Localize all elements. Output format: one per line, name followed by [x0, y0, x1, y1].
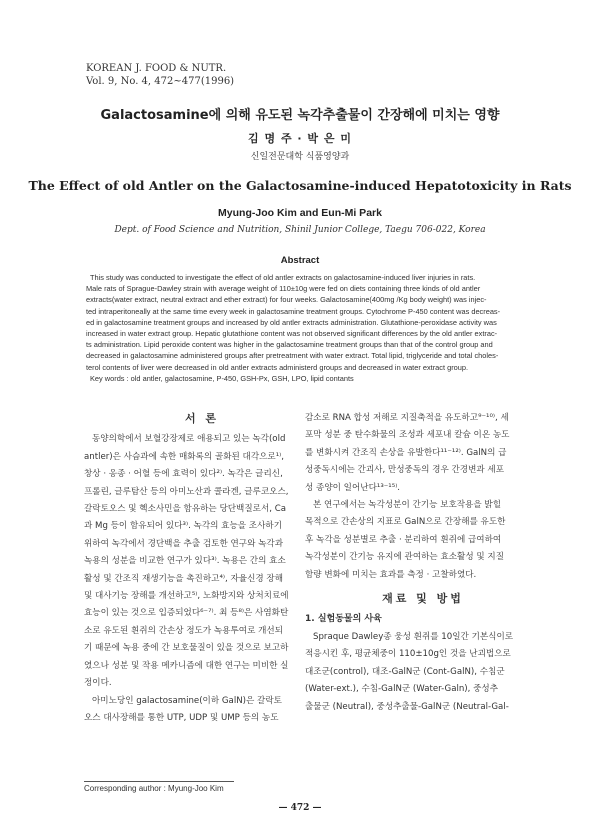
body-line: 후 녹각을 성분별로 추출 · 분리하여 흰쥐에 급여하여: [305, 534, 502, 545]
body-line: 녹용의 성분을 비교한 연구가 있다³⁾. 녹용은 간의 효소: [84, 556, 286, 567]
abstract-line: increased in water extract group. Hepatic glutathione content was not observed significant differences by the old antler extrac-: [86, 329, 498, 339]
body-line: 창상 · 옹종 · 어혈 등에 효력이 있다²⁾. 녹각은 글리신,: [84, 469, 283, 480]
body-line: 출물군 (Neutral), 중성추출물-GalN군 (Neutral-Gal-: [305, 701, 509, 712]
abstract-line: terol contents of liver were decreased in old antler extracts administerd groups and decreased in water extract group.: [86, 362, 469, 372]
body-line: 포막 성분 중 탄수화물의 조성과 세포내 칼슘 이온 농도: [305, 430, 510, 441]
body-line: antler)은 사슴과에 속한 매화록의 골화된 대각으로¹⁾,: [84, 451, 285, 462]
corresponding-author-footnote: Corresponding author : Myung-Joo Kim: [84, 784, 224, 793]
english-affiliation: Dept. of Food Science and Nutrition, Shinil Junior College, Taegu 706-022, Korea: [114, 225, 486, 235]
body-line: 소로 유도된 흰쥐의 간손상 정도가 녹용투여로 개선되: [84, 625, 284, 636]
english-title: The Effect of old Antler on the Galactosamine-induced Hepatotoxicity in Rats: [28, 178, 572, 193]
journal-volume: Vol. 9, No. 4, 472~477(1996): [86, 76, 235, 87]
journal-citation: [86, 62, 234, 88]
body-line: 본 연구에서는 녹각성분이 간기능 보호작용을 밝힐: [313, 500, 501, 511]
body-line: 위하여 녹각에서 경단백을 추출 검토한 연구와 녹각과: [84, 538, 284, 549]
abstract-line: This study was conducted to investigate the effect of old antler extracts on galactosamine-induced liver injuries in rats.: [90, 273, 476, 282]
body-line: 정이다.: [84, 678, 112, 689]
body-line: 였으나 성분 및 작용 메카니즘에 대한 연구는 미비한 실: [84, 660, 289, 671]
korean-authors: 김 명 주 · 박 은 미: [248, 132, 352, 145]
body-line: 목적으로 간손상의 지표로 GalN으로 간장해를 유도한: [305, 517, 506, 528]
abstract-line: ed in galactosamine treatment groups and increased by old antler extracts administration. Glutathione-peroxidase activity was: [86, 317, 497, 327]
left-column: [84, 410, 320, 727]
right-column: [305, 410, 541, 716]
journal-name: KOREAN J. FOOD & NUTR.: [86, 63, 227, 74]
body-line: 기 때문에 녹용 중에 간 보호물질이 있을 것으로 보고하: [84, 643, 289, 654]
body-line: 를 변화시켜 간조직 손상을 유발한다¹¹⁻¹²⁾. GalN의 급: [305, 447, 507, 458]
abstract-line: extracts(water extract, neutral extract and ether extract) for four weeks. Galactosamine(400mg /Kg body weight) was injec-: [86, 295, 487, 305]
section-heading-methods: 재료 및 방법: [382, 592, 464, 606]
abstract-line: decreased in galactosamine administered groups after pretreatment with water extract. Total lipid, triglyceride and total choles-: [86, 351, 499, 361]
abstract-heading: Abstract: [280, 255, 320, 266]
body-line: 오스 대사장해를 통한 UTP, UDP 및 UMP 등의 농도: [84, 712, 279, 723]
body-line: 녹각성분이 간기능 유지에 관여하는 효소활성 및 지질: [305, 552, 505, 563]
body-line: 적응시킨 후, 평균체중이 110±10g인 것을 난괴법으로: [305, 649, 511, 660]
body-line: 활성 및 간조직 재생기능을 촉진하고⁴⁾, 자율신경 장해: [84, 573, 284, 584]
body-line: 함량 변화에 미치는 효과를 측정 · 고찰하였다.: [305, 569, 477, 580]
abstract-body: [86, 272, 528, 384]
body-line: 및 대사기능 장해를 개선하고⁵⁾, 노화방지와 상처치료에: [84, 591, 289, 602]
body-line: 아미노당인 galactosamine(이하 GalN)은 갈락토: [92, 695, 282, 706]
korean-affiliation: 신일전문대학 식품영양과: [250, 152, 350, 162]
body-line: Spraque Dawley종 웅성 흰쥐를 10일간 기본식이로: [313, 631, 514, 642]
abstract-line: Male rats of Sprague-Dawley strain with average weight of 110±10g were fed on diets containing three kinds of old antler: [86, 284, 481, 294]
keywords: Key words : old antler, galactosamine, P-450, GSH-Px, GSH, LPO, lipid contants: [90, 373, 354, 383]
page-number: — 472 —: [278, 803, 322, 813]
body-line: 성중독시에는 간괴사, 만성중독의 경우 간경변과 세포: [305, 465, 505, 476]
body-line: 과 Mg 등이 함유되어 있다³⁾. 녹각의 효능을 조사하기: [84, 521, 283, 532]
body-line: 대조군(control), 대조-GalN군 (Cont-GalN), 수침군: [305, 666, 505, 677]
footnote-rule: [84, 781, 234, 782]
english-authors: Myung-Joo Kim and Eun-Mi Park: [218, 207, 382, 219]
body-line: 감소로 RNA 합성 저해로 지질축적을 유도하고⁹⁻¹⁰⁾, 세: [305, 413, 509, 423]
body-line: 성 종양이 일어난다¹³⁻¹⁵⁾.: [305, 482, 401, 493]
subsection-heading: 1. 실험동물의 사육: [305, 614, 382, 625]
korean-title: Galactosamine에 의해 유도된 녹각추출물이 간장해에 미치는 영향: [100, 108, 500, 123]
body-line: 동양의학에서 보혈강장제로 애용되고 있는 녹각(old: [92, 434, 286, 445]
abstract-line: ts administration. Lipid peroxide content was higher in the galactosamine treatment groups than that of the control group and: [86, 340, 493, 350]
body-line: (Water-ext.), 수침-GalN군 (Water-Galn), 중성추: [305, 684, 499, 695]
body-line: 갈락토오스 및 헥소사민을 함유하는 당단백질로서, Ca: [84, 504, 286, 515]
section-heading-introduction: 서 론: [184, 412, 220, 425]
body-line: 효능이 있는 것으로 입증되었다⁶⁻⁷⁾. 최 등⁸⁾은 사염화탄: [84, 608, 289, 619]
abstract-line: ted intraperitoneally at the same time every week in galactosamine treatment groups. Cytochrome P-450 content was decreas-: [86, 306, 501, 316]
body-line: 프롤린, 글루탐산 등의 아미노산과 콜라겐, 글루코오스,: [84, 486, 289, 497]
